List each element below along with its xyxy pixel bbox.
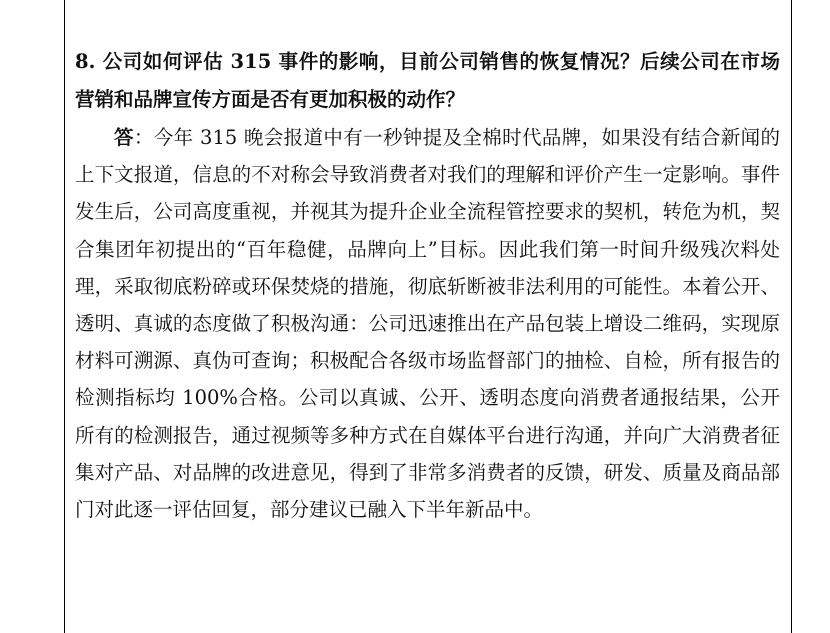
answer-separator: ：: [133, 126, 154, 149]
answer-text: 今年 315 晚会报道中有一秒钟提及全棉时代品牌，如果没有结合新闻的上下文报道，信息的不对称会导致消费者对我们的理解和评价产生一定影响。事件发生后，公司高度重视，并视其为提升企业全流程管控要求的契机，转危为机，契合集团年初提出的“百年稳健，品牌向上”目标。因此我们第一时间升级残次料处理，采取彻底粉碎或环保焚烧的措施，彻底斩断被非法利用的可能性。本着公开、透明、真诚的态度做了积极沟通：公司迅速推出在产品包装上增设二维码，实现原材料可溯源、真伪可查询；积极配合各级市场监督部门的抽检、自检，所有报告的检测指标均 100%合格。公司以真诚、公开、透明态度向消费者通报结果，公开所有的检测报告，通过视频等多种方式在自媒体平台进行沟通，并向广大消费者征集对产品、对品牌的改进意见，得到了非常多消费者的反馈，研发、质量及商品部门对此逐一评估回复，部分建议已融入下半年新品中。: [75, 126, 780, 522]
question-heading: 8. 公司如何评估 315 事件的影响，目前公司销售的恢复情况？后续公司在市场营销和品牌宣传方面是否有更加积极的动作？: [75, 50, 780, 111]
table-border-right: [791, 0, 792, 633]
answer-paragraph: [75, 119, 780, 528]
qa-content: [75, 43, 780, 528]
table-border-left: [64, 0, 65, 633]
answer-label: 答: [114, 126, 134, 149]
